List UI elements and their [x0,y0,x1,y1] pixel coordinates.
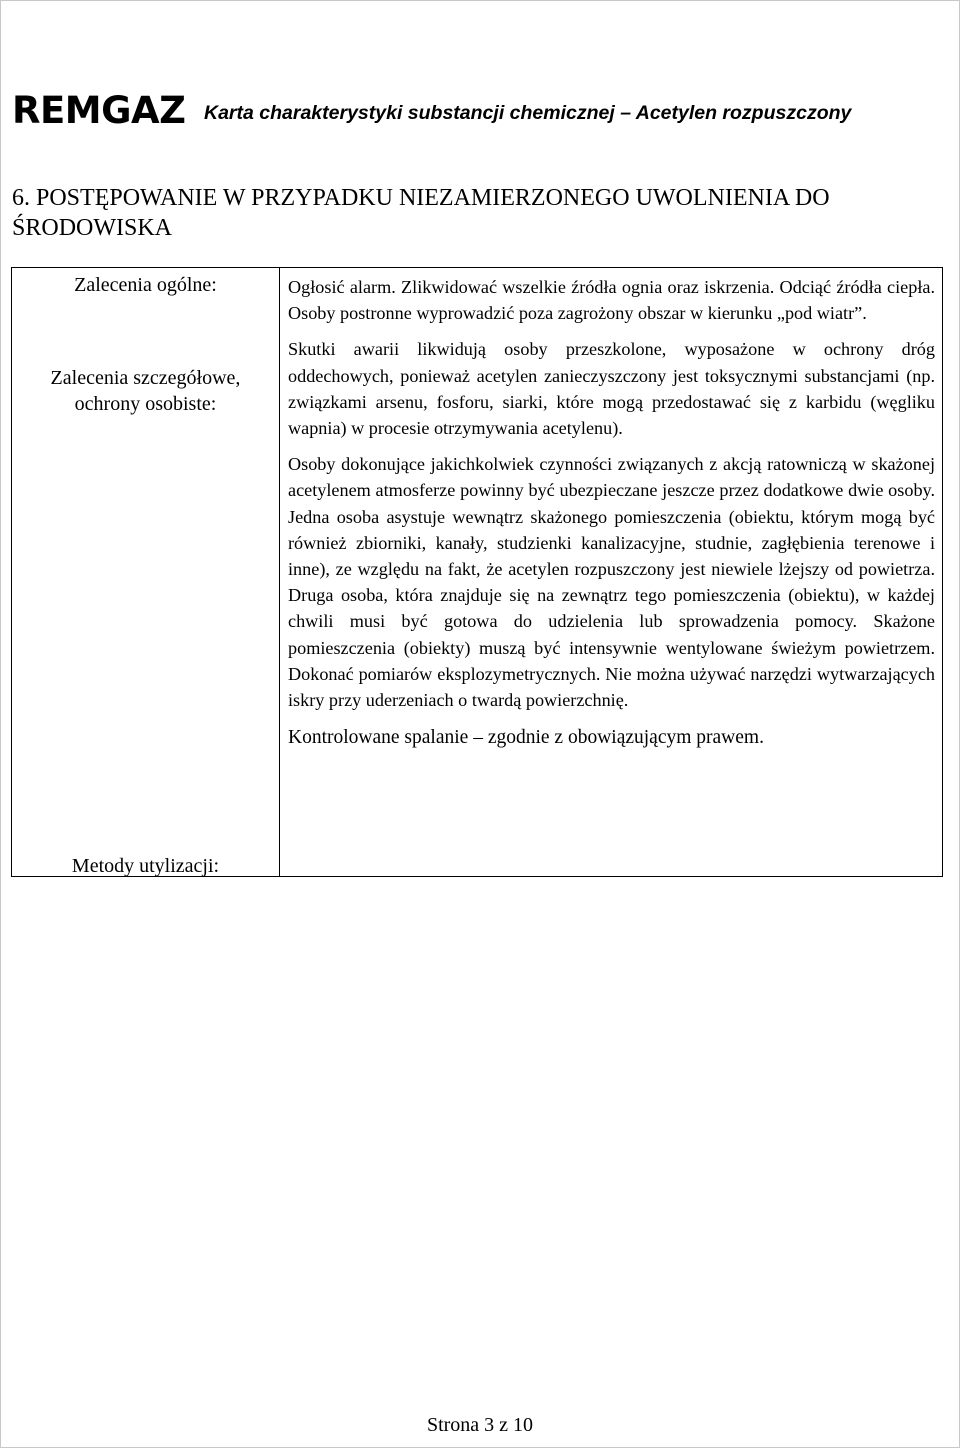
disposal-methods-text: Kontrolowane spalanie – zgodnie z obowiązującym prawem. [288,727,764,749]
general-recommendations-text: Ogłosić alarm. Zlikwidować wszelkie źródła ognia oraz iskrzenia. Odciąć źródła ciepła. Osoby postronne wyprowadzić poza zagrożony obszar w kierunku „pod wiatr”. [288,277,935,324]
label-general-recommendations [12,272,279,298]
brand-logo-text: REMGAZ [12,89,186,132]
section-heading-line-1: 6. POSTĘPOWANIE W PRZYPADKU NIEZAMIERZONEGO UWOLNIENIA DO [12,185,830,211]
detailed-recommendations-text-1: Skutki awarii likwidują osoby przeszkolone, wyposażone w ochrony dróg oddechowych, ponieważ acetylen zanieczyszczony jest toksycznymi substancjami (np. związkami arsenu, fosforu, siarki, które mogą przedostawać się z karbidu (węgliku wapnia) w procesie otrzymywania acetylenu). [288,339,935,439]
section-heading [12,183,947,243]
recommendations-table [11,267,943,877]
label-disposal-text: Metody utylizacji: [71,855,220,877]
document-title: Karta charakterystyki substancji chemicznej – Acetylen rozpuszczony [204,102,852,124]
table-row [12,268,943,877]
page-number: Strona 3 z 10 [426,1414,534,1436]
labels-cell [12,268,280,877]
section-heading-line-2: ŚRODOWISKA [12,215,173,241]
label-detailed-line-2: ochrony osobiste: [74,393,217,415]
label-detailed-recommendations [12,365,279,417]
detailed-recommendations-text-2: Osoby dokonujące jakichkolwiek czynności związanych z akcją ratowniczą w skażonej acetylenem atmosferze powinny być ubezpieczane jeszcze przez dodatkowe dwie osoby. Jedna osoba asystuje wewnątrz skażonego pomieszczenia (obiektu, którym mogą być również zbiorniki, kanały, studzienki kanalizacyjne, studnie, zagłębienia terenowe i inne), ze względu na fakt, że acetylen rozpuszczony jest niewiele lżejszy od powietrza. Druga osoba, która znajduje się na zewnątrz tego pomieszczenia (obiektu), w każdej chwili musi być gotowa do udzielenia lub sprowadzenia pomocy. Skażone pomieszczenia (obiekty) muszą być intensywnie wentylowane świeżym powietrzem. Dokonać pomiarów eksplozymetrycznych. Nie można używać narzędzi wytwarzających iskry przy uderzeniach o twardą powierzchnię. [288,454,935,711]
label-disposal-methods [12,853,279,879]
content-cell [280,268,943,877]
label-detailed-line-1: Zalecenia szczegółowe, [50,367,241,389]
label-general-text: Zalecenia ogólne: [74,274,217,296]
page-header [12,88,942,140]
